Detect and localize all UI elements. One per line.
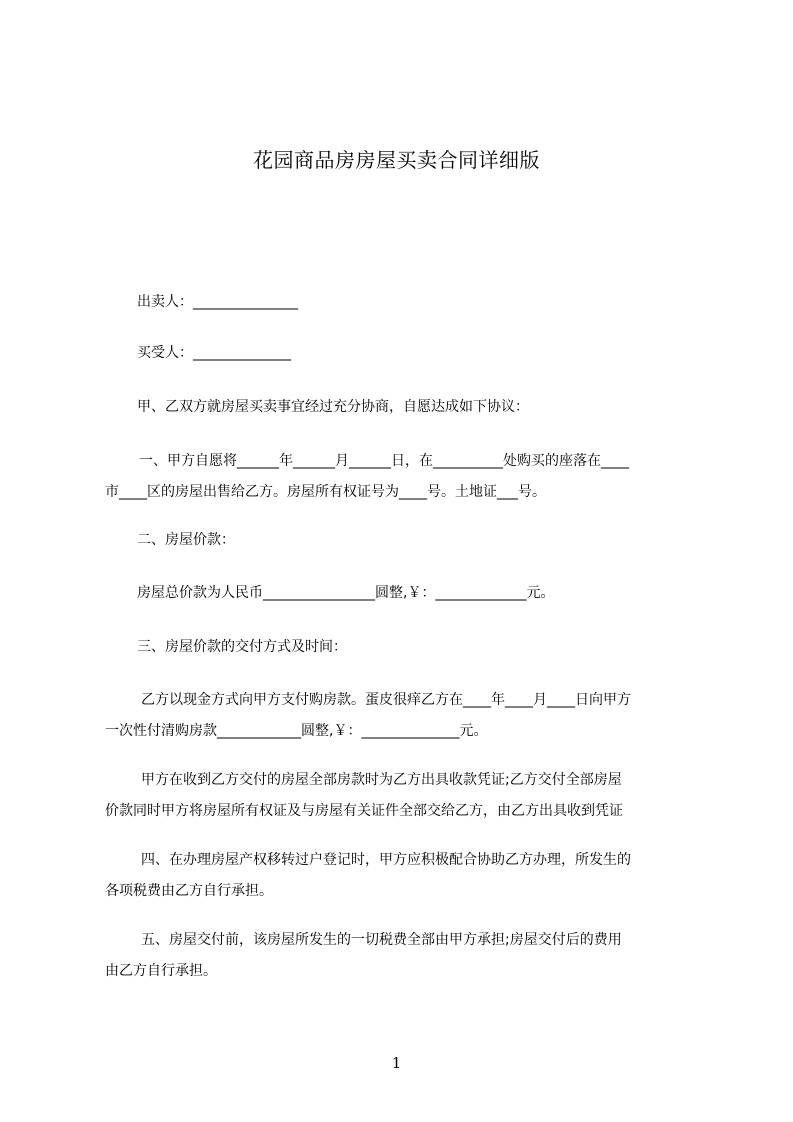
clause-5-line-1: 五、房屋交付前，该房屋所发生的一切税费全部由甲方承担;房屋交付后的费用 (141, 932, 622, 948)
clause-4 (105, 845, 703, 907)
buyer-line (105, 338, 703, 369)
receipt-line-2: 价款同时甲方将房屋所有权证及与房屋有关证件全部交给乙方，由乙方出具收到凭证 (105, 803, 623, 819)
clause-1-line-2: 市____区的房屋出售给乙方。房屋所有权证号为____号。土地证___号。 (105, 484, 546, 500)
price-text: 房屋总价款为人民币________________圆整,￥：_____________元。 (137, 585, 555, 601)
clause-4-line-1: 四、在办理房屋产权移转过户登记时，甲方应积极配合协助乙方办理，所发生的 (141, 852, 631, 868)
intro-text: 甲、乙双方就房屋买卖事宜经过充分协商，自愿达成如下协议： (137, 399, 529, 415)
intro-paragraph (105, 392, 703, 423)
payment-paragraph (105, 685, 703, 747)
clause-2-heading (105, 525, 703, 556)
seller-line (105, 287, 703, 318)
clause-4-line-2: 各项税费由乙方自行承担。 (105, 883, 273, 899)
payment-line-2: 一次性付清购房款____________圆整,￥：______________元。 (105, 723, 488, 739)
clause-2-heading-text: 二、房屋价款： (137, 532, 235, 548)
document-title: 花园商品房房屋买卖合同详细版 (253, 148, 540, 172)
price-line (105, 578, 703, 609)
clause-5-line-2: 由乙方自行承担。 (105, 963, 217, 979)
clause-1-line-1: 一、甲方自愿将______年______月______日，在__________处购买的座落在____ (139, 453, 629, 469)
page-number: 1 (391, 1054, 402, 1072)
receipt-paragraph (105, 765, 703, 827)
clause-3-heading-text: 三、房屋价款的交付方式及时间： (137, 639, 347, 655)
clause-3-heading (105, 632, 703, 663)
receipt-line-1: 甲方在收到乙方交付的房屋全部房款时为乙方出具收款凭证;乙方交付全部房屋 (141, 772, 622, 788)
payment-line-1: 乙方以现金方式向甲方支付购房款。蛋皮很痒乙方在____年____月____日向甲方 (141, 692, 631, 708)
buyer-text: 买受人：______________ (137, 345, 291, 361)
seller-text: 出卖人：_______________ (137, 294, 298, 310)
clause-5 (105, 925, 703, 987)
clause-1 (105, 446, 703, 508)
